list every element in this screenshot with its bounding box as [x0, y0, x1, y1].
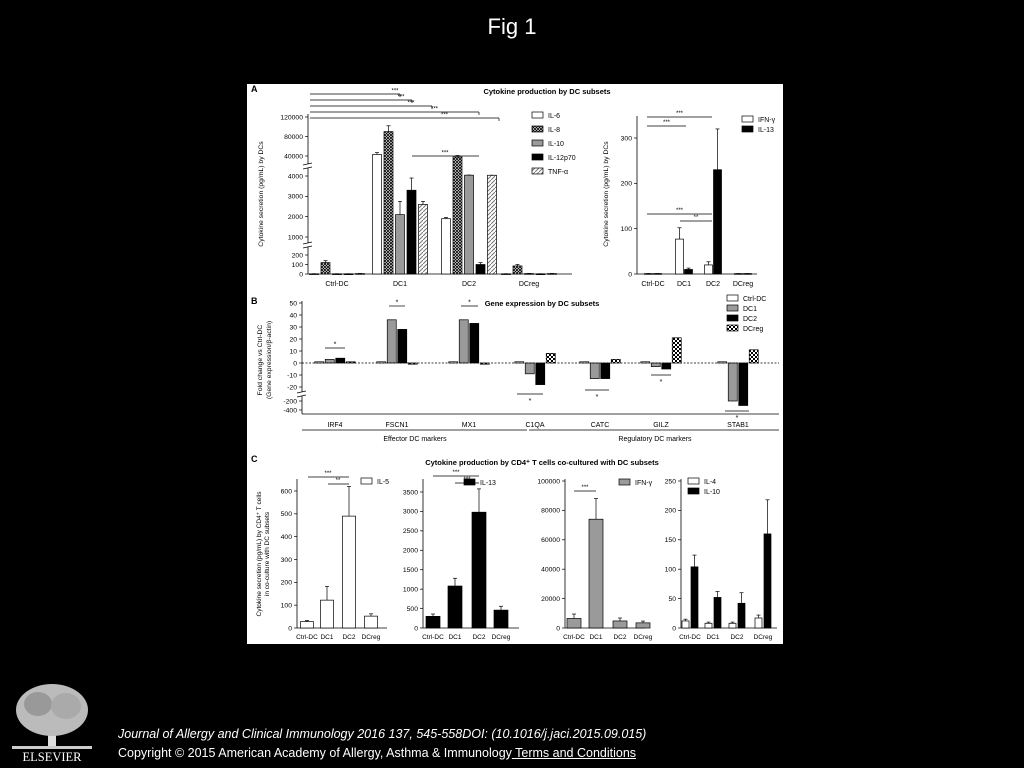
y-tick-label-C4-1: 50 [668, 595, 676, 603]
bar-A1-3-1 [513, 266, 522, 274]
x-tick-label-C3-2: DC2 [613, 634, 627, 641]
sig-mark-c1-1: ** [335, 478, 341, 484]
bar-A1-1-4 [419, 204, 428, 274]
y-tick-label-B-4: 0 [293, 360, 297, 368]
x-tick-label-A2-3: DCreg [732, 281, 754, 288]
bar-C1-2-0 [343, 516, 356, 628]
figure-canvas [247, 84, 783, 644]
legend-label-A1-0: IL-6 [548, 113, 561, 120]
legend-label-C2-0: IL-13 [480, 480, 496, 487]
bar-A1-2-3 [476, 265, 485, 275]
x-tick-label-C1-2: DC2 [342, 634, 356, 641]
y-tick-label-B-3: -10 [287, 372, 297, 380]
y-tick-label-A1-8: 80000 [284, 133, 303, 141]
bar-B-6-1 [728, 363, 737, 401]
legend-label-B-2: DC2 [743, 316, 758, 323]
copyright [118, 746, 636, 760]
bar-A1-1-0 [373, 155, 382, 274]
terms-link[interactable]: Terms and Conditions [511, 746, 637, 760]
y-tick-label-A1-4: 2000 [287, 213, 303, 221]
bar-B-4-3 [611, 359, 620, 363]
legend-label-A1-1: IL-8 [548, 127, 561, 134]
bar-B-2-1 [459, 320, 468, 363]
x-tick-label-C1-0: Ctrl-DC [296, 634, 318, 641]
bar-A1-2-2 [465, 175, 474, 274]
legend-label-C3-0: IFN-γ [635, 480, 653, 487]
legend-label-C4-0: IL-4 [704, 479, 717, 486]
x-tick-label-B-3: C1QA [525, 422, 545, 429]
x-tick-label-A1-3: DCreg [518, 281, 540, 288]
group-label-regulatory: Regulatory DC markers [618, 436, 692, 443]
bar-A1-2-4 [488, 175, 497, 274]
sig-mark-b-4: * [595, 394, 599, 401]
sig-mark-b-1: * [395, 299, 399, 307]
y-tick-label-C1-3: 300 [280, 556, 292, 564]
bar-C1-0-0 [301, 622, 314, 628]
bar-C3-2-0 [613, 621, 627, 628]
y-tick-label-C2-1: 500 [406, 605, 418, 613]
y-tick-label-A1-7: 40000 [284, 153, 303, 161]
sig-mark-a2-0: *** [675, 111, 684, 117]
sig-mark-c2-0: *** [452, 470, 460, 476]
y-tick-label-C4-3: 150 [664, 537, 676, 545]
elsevier-tree-logo [8, 680, 96, 764]
bar-C4-2-1 [738, 603, 745, 628]
y-tick-label-A1-6: 4000 [287, 173, 303, 181]
bar-A1-2-1 [453, 157, 462, 274]
y-tick-label-C4-5: 250 [664, 478, 676, 486]
bar-A1-1-3 [407, 190, 416, 274]
y-tick-label-A2-1: 100 [620, 225, 632, 233]
citation: Journal of Allergy and Clinical Immunology 2016 137, 545-558DOI: (10.1016/j.jaci.2015.09.015) [118, 727, 647, 741]
bar-B-1-1 [387, 320, 396, 363]
y-tick-label-B-7: 30 [289, 324, 297, 332]
x-tick-label-B-4: CATC [590, 422, 610, 429]
legend-swatch-A1-3 [532, 154, 543, 160]
bar-B-6-2 [739, 363, 748, 406]
sig-mark-c1-0: *** [324, 471, 332, 477]
legend-swatch-C1-0 [361, 478, 372, 484]
sig-mark-c2-1: *** [463, 477, 471, 483]
x-tick-label-A1-1: DC1 [392, 281, 408, 288]
y-tick-label-C2-3: 1500 [402, 567, 418, 575]
x-tick-label-B-1: FSCN1 [385, 422, 409, 429]
x-tick-label-B-0: IRF4 [327, 422, 343, 429]
bar-C2-0-0 [426, 616, 440, 628]
bar-B-3-2 [536, 363, 545, 385]
y-tick-label-A2-2: 200 [620, 180, 632, 188]
chart-title-a1: Cytokine production by DC subsets [483, 87, 611, 96]
y-axis-label-b-2: (Gene expression/β-actin) [266, 320, 273, 400]
sig-mark-a2-1: *** [662, 120, 671, 126]
bar-C4-1-1 [714, 597, 721, 628]
legend-label-A2-1: IL-13 [758, 127, 774, 134]
bar-C1-3-0 [365, 616, 378, 628]
x-tick-label-C4-1: DC1 [706, 634, 720, 641]
y-tick-label-B-2: -20 [287, 384, 297, 392]
y-tick-label-B-9: 50 [289, 300, 297, 308]
x-tick-label-A1-2: DC2 [461, 281, 477, 288]
panel-letter-b: B [251, 296, 258, 306]
slide-title: Fig 1 [487, 14, 537, 39]
logo-text: ELSEVIER [22, 750, 82, 764]
x-tick-label-C4-2: DC2 [730, 634, 744, 641]
bar-B-5-3 [672, 338, 681, 363]
bar-B-4-2 [601, 363, 610, 379]
y-tick-label-C3-3: 60000 [541, 537, 560, 545]
bar-B-3-3 [546, 353, 555, 363]
bar-B-5-1 [651, 363, 660, 367]
bar-A2-2-1 [714, 170, 722, 274]
y-axis-label-b-1: Fold change vs Ctrl-DC [257, 324, 264, 396]
bar-C4-0-0 [682, 621, 689, 628]
sig-mark-a1-2: *** [407, 100, 415, 107]
bar-B-0-2 [336, 358, 345, 363]
bar-C2-2-0 [472, 512, 486, 628]
y-tick-label-C2-6: 3000 [402, 508, 418, 516]
y-tick-label-C4-0: 0 [672, 625, 676, 633]
y-tick-label-C2-0: 0 [414, 625, 418, 633]
legend-label-C4-1: IL-10 [704, 489, 720, 496]
legend-label-B-3: DCreg [743, 326, 764, 333]
sig-mark-a1-3: *** [430, 106, 439, 113]
y-axis-label-c-2: in co-culture with DC subsets [264, 511, 271, 597]
y-tick-label-A1-1: 100 [291, 261, 303, 269]
y-tick-label-C2-2: 1000 [402, 586, 418, 594]
legend-swatch-A1-0 [532, 112, 543, 118]
x-tick-label-C2-0: Ctrl-DC [422, 634, 444, 641]
y-tick-label-C2-4: 2000 [402, 547, 418, 555]
x-tick-label-A1-0: Ctrl-DC [325, 281, 349, 288]
y-tick-label-C1-4: 400 [280, 533, 292, 541]
legend-label-B-1: DC1 [743, 306, 758, 313]
bar-C2-3-0 [494, 610, 508, 628]
x-tick-label-C2-1: DC1 [448, 634, 462, 641]
x-tick-label-A2-0: Ctrl-DC [641, 281, 665, 288]
y-tick-label-C1-2: 200 [280, 579, 292, 587]
legend-label-C1-0: IL-5 [377, 479, 390, 486]
sig-mark-b-5: * [659, 379, 663, 386]
x-tick-label-C3-0: Ctrl-DC [563, 634, 585, 641]
y-tick-label-C3-1: 20000 [541, 595, 560, 603]
x-tick-label-C1-1: DC1 [320, 634, 334, 641]
y-tick-label-C3-0: 0 [556, 625, 560, 633]
bar-B-4-1 [590, 363, 599, 379]
y-tick-label-B-6: 20 [289, 336, 297, 344]
x-tick-label-B-6: STAB1 [727, 422, 749, 429]
sig-mark-b-3: * [528, 398, 532, 405]
bar-A1-2-0 [442, 219, 451, 274]
x-tick-label-A2-1: DC1 [676, 281, 692, 288]
bar-A1-0-1 [321, 263, 330, 274]
bar-C4-2-0 [729, 623, 736, 628]
sig-mark-a1-1: *** [397, 94, 405, 101]
bar-A2-2-0 [705, 265, 713, 274]
legend-swatch-C4-1 [688, 488, 699, 494]
x-tick-label-C4-3: DCreg [753, 634, 773, 641]
sig-mark-a2-3: ** [693, 215, 699, 221]
figure-panel [247, 84, 783, 644]
x-tick-label-C2-3: DCreg [491, 634, 511, 641]
y-tick-label-A1-9: 120000 [280, 114, 303, 122]
y-axis-label-c-1: Cytokine secretion (pg/mL) by CD4⁺ T cells [256, 491, 263, 617]
y-tick-label-B-5: 10 [289, 348, 297, 356]
legend-label-A1-3: IL-12p70 [548, 155, 576, 162]
bar-C4-0-1 [691, 567, 698, 628]
y-tick-label-B-0: -400 [283, 407, 297, 415]
legend-swatch-A2-0 [742, 116, 753, 122]
legend-label-B-0: Ctrl-DC [743, 296, 767, 303]
panel-letter-a: A [251, 84, 258, 94]
y-tick-label-A1-5: 3000 [287, 193, 303, 201]
y-axis-label-a1: Cytokine secretion (pg/mL) by DCs [258, 141, 265, 247]
y-tick-label-A2-0: 0 [628, 271, 632, 279]
sig-mark-b-2: * [468, 299, 471, 307]
legend-swatch-B-1 [727, 305, 738, 311]
y-tick-label-B-8: 40 [289, 312, 297, 320]
legend-swatch-C3-0 [619, 479, 630, 485]
y-axis-label-a2: Cytokine secretion (pg/mL) by DCs [603, 141, 610, 247]
copyright-text: Copyright © 2015 American Academy of Allergy, Asthma & Immunology [118, 746, 512, 760]
group-label-effector: Effector DC markers [383, 436, 447, 443]
bar-C2-1-0 [448, 586, 462, 628]
chart-title-b: Gene expression by DC subsets [484, 299, 600, 308]
y-tick-label-A1-0: 0 [299, 271, 303, 279]
y-tick-label-C3-4: 80000 [541, 507, 560, 515]
bar-C3-0-0 [567, 618, 581, 628]
x-tick-label-B-5: GILZ [653, 422, 669, 429]
legend-label-A1-4: TNF-α [548, 169, 568, 176]
sig-mark-b-0: * [333, 341, 337, 349]
bar-C3-3-0 [636, 623, 650, 628]
x-tick-label-A2-2: DC2 [705, 281, 721, 288]
sig-mark-b-6: * [735, 415, 739, 422]
y-tick-label-C3-5: 100000 [537, 478, 560, 486]
x-tick-label-C3-3: DCreg [633, 634, 653, 641]
legend-swatch-A1-2 [532, 140, 543, 146]
x-tick-label-B-2: MX1 [461, 422, 477, 429]
legend-swatch-A2-1 [742, 126, 753, 132]
legend-swatch-B-3 [727, 325, 738, 331]
bar-A1-1-1 [384, 132, 393, 274]
bar-B-1-2 [398, 329, 407, 363]
y-tick-label-C1-0: 0 [288, 625, 292, 633]
bar-A2-1-0 [676, 239, 684, 274]
chart-title-c: Cytokine production by CD4⁺ T cells co-cultured with DC subsets [425, 458, 659, 467]
bar-B-0-1 [325, 359, 334, 363]
y-tick-label-C3-2: 40000 [541, 566, 560, 574]
sig-mark-c3-0: *** [581, 485, 589, 491]
y-tick-label-B-1: -200 [283, 398, 297, 406]
legend-swatch-A1-4 [532, 168, 543, 174]
bar-B-3-1 [525, 363, 534, 374]
x-tick-label-C4-0: Ctrl-DC [679, 634, 701, 641]
y-tick-label-A2-3: 300 [620, 135, 632, 143]
x-tick-label-C1-3: DCreg [361, 634, 381, 641]
y-tick-label-C1-6: 600 [280, 488, 292, 496]
y-tick-label-C4-4: 200 [664, 507, 676, 515]
legend-label-A2-0: IFN-γ [758, 117, 776, 124]
sig-mark-a1-4: *** [440, 112, 449, 119]
bar-C4-3-1 [764, 534, 771, 628]
sig-mark-a2-2: *** [675, 208, 684, 214]
bar-B-5-2 [662, 363, 671, 369]
sig-mark-a1-5: *** [441, 150, 449, 157]
legend-label-A1-2: IL-10 [548, 141, 564, 148]
bar-C4-1-0 [705, 623, 712, 628]
y-tick-label-C1-1: 100 [280, 602, 292, 610]
bar-B-2-2 [470, 323, 479, 363]
legend-swatch-A1-1 [532, 126, 543, 132]
x-tick-label-C2-2: DC2 [472, 634, 486, 641]
bar-C1-1-0 [321, 600, 334, 628]
y-tick-label-A1-2: 200 [291, 252, 303, 260]
legend-swatch-B-2 [727, 315, 738, 321]
y-tick-label-C2-7: 3500 [402, 489, 418, 497]
legend-swatch-C4-0 [688, 478, 699, 484]
y-tick-label-C2-5: 2500 [402, 528, 418, 536]
bar-C3-1-0 [589, 519, 603, 628]
bar-A2-1-1 [685, 269, 693, 274]
x-tick-label-C3-1: DC1 [589, 634, 603, 641]
bar-B-6-3 [749, 350, 758, 363]
bar-A1-1-2 [396, 215, 405, 274]
bar-C4-3-0 [755, 618, 762, 628]
sig-mark-a1-0: *** [391, 88, 399, 95]
y-tick-label-A1-3: 1000 [287, 234, 303, 242]
legend-swatch-B-0 [727, 295, 738, 301]
y-tick-label-C4-2: 100 [664, 566, 676, 574]
y-tick-label-C1-5: 500 [280, 511, 292, 519]
panel-letter-c: C [251, 454, 258, 464]
